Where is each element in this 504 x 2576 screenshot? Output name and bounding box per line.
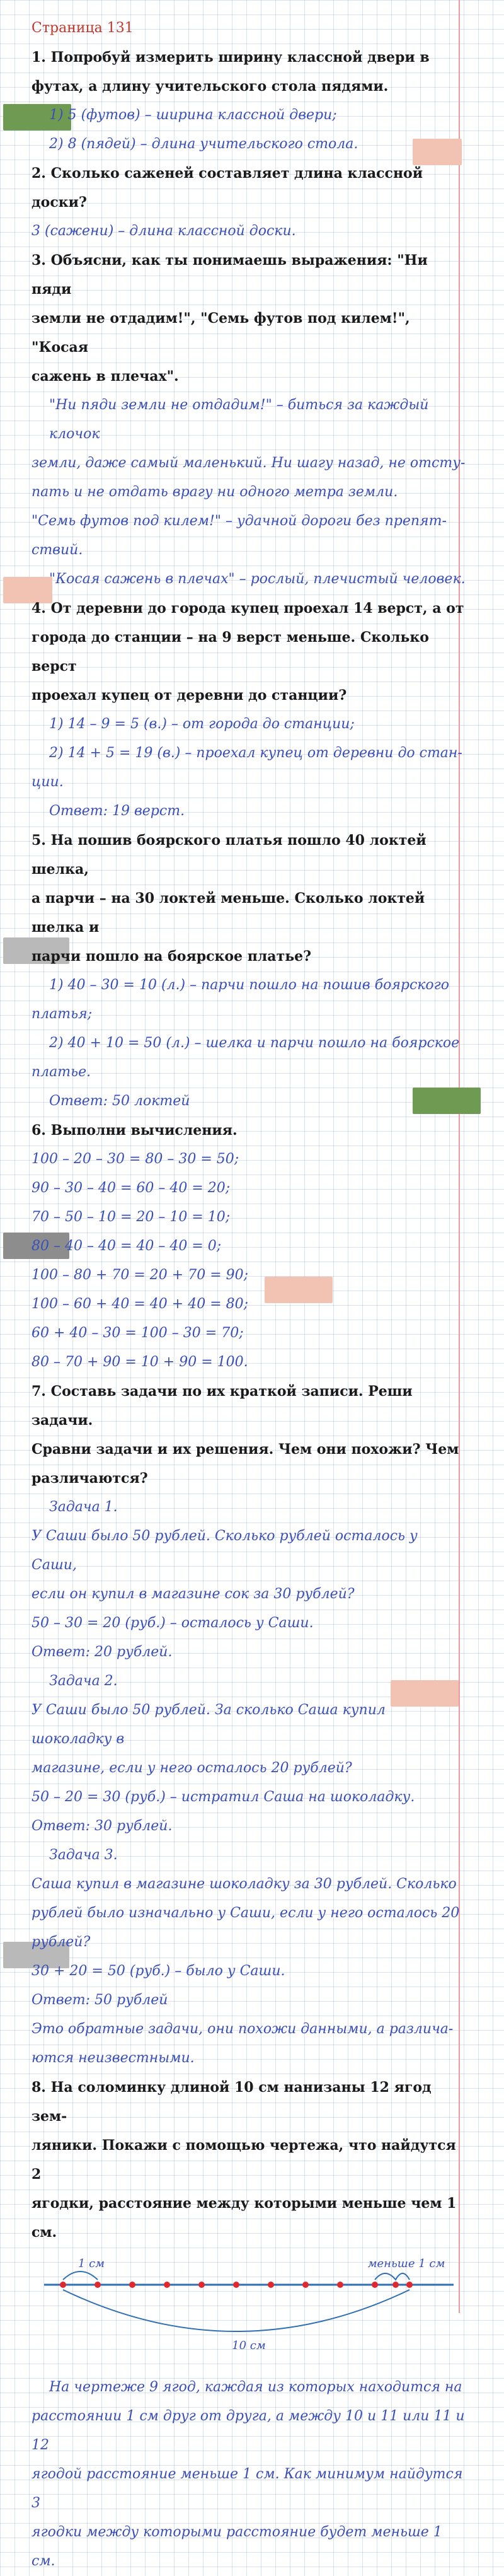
task-8-question-line: ляники. Покажи с помощью чертежа, что найдутся 2 (32, 2137, 456, 2183)
task-2-answer: 3 (сажени) – длина классной доски. (32, 223, 296, 239)
task-4 (32, 594, 466, 826)
task-4-question-line: проехал купец от деревни до станции? (32, 687, 347, 704)
task-7-problem-1-line: У Саши было 50 рублей. Сколько рублей осталось у Саши, (32, 1528, 418, 1573)
task-5-answer-line: 1) 40 – 30 = 10 (л.) – парчи пошло на пошив боярского (49, 977, 450, 993)
task-4-question-line: города до станции – на 9 верст меньше. Сколько верст (32, 629, 429, 675)
berry-dot (302, 2282, 309, 2288)
straw-diagram (32, 2247, 466, 2373)
task-8-answer-line: ягодой расстояние меньше 1 см. Как минимум найдутся 3 (32, 2466, 463, 2511)
left-distance-label: 1 см (77, 2257, 105, 2270)
page-title: Страница 131 (32, 20, 134, 36)
task-8-answer-line: расстоянии 1 см друг от друга, а между 10 и 11 или 11 и 12 (32, 2408, 465, 2453)
task-7-problem-3-line: рублей было изначально у Саши, если у него осталось 20 рублей? (32, 1905, 460, 1950)
berry-dot (337, 2282, 343, 2288)
berry-dot (198, 2282, 205, 2288)
task-5-question-line: 5. На пошив боярского платья пошло 40 локтей шелка, (32, 832, 427, 878)
task-8-question-line: 8. На соломинку длиной 10 см нанизаны 12 ягод зем- (32, 2079, 432, 2125)
task-7-problem-2-line: У Саши было 50 рублей. За сколько Саша купил шоколадку в (32, 1702, 386, 1747)
task-7-problem-3-line: 30 + 20 = 50 (руб.) – было у Саши. (32, 1963, 285, 1979)
task-3-question-line: сажень в плечах". (32, 368, 179, 385)
straw-diagram-svg (32, 2247, 466, 2373)
task-6 (32, 1116, 466, 1377)
task-7-problem-2-line: магазине, если у него осталось 20 рублей? (32, 1760, 352, 1776)
task-4-answer-line: 2) 14 + 5 = 19 (в.) – проехал купец от деревни до стан- (49, 745, 462, 761)
task-4-answer-line: ции. (32, 774, 64, 790)
task-3-question-line: земли не отдадим!", "Семь футов под килем!", "Косая (32, 310, 410, 356)
berry-dot (268, 2282, 274, 2288)
task-7-conclusion-line: ются неизвестными. (32, 2050, 195, 2066)
task-7-question-line: Сравни задачи и их решения. Чем они похожи? Чем (32, 1441, 459, 1458)
task-6-calc-line: 90 – 30 – 40 = 60 – 40 = 20; (32, 1180, 231, 1196)
task-4-question-line: 4. От деревни до города купец проехал 14 верст, а от (32, 600, 464, 617)
task-7-problem-3-line: Саша купил в магазине шоколадку за 30 рублей. Сколько (32, 1876, 457, 1892)
task-7-problem-2-line: Ответ: 30 рублей. (32, 1818, 173, 1834)
task-8-answer-line: На чертеже 9 ягод, каждая из которых находится на (49, 2379, 462, 2395)
task-5-answer-line: Ответ: 50 локтей (49, 1093, 190, 1109)
task-7-problem-1-title: Задача 1. (49, 1499, 118, 1515)
task-8-answer-line: ягодки между которыми расстояние будет меньше 1 см. (32, 2524, 442, 2569)
task-7-problem-1-line: Ответ: 20 рублей. (32, 1644, 173, 1660)
task-2-question: 2. Сколько саженей составляет длина классной доски? (32, 165, 423, 211)
task-5-question-line: парчи пошло на боярское платье? (32, 948, 312, 965)
task-3 (32, 246, 466, 594)
task-5-answer-line: платья; (32, 1006, 93, 1022)
berry-dot (233, 2282, 239, 2288)
berry-dot (164, 2282, 170, 2288)
total-length-label: 10 см (232, 2339, 266, 2352)
task-3-answer-line: ствий. (32, 542, 83, 558)
task-6-calc-line: 60 + 40 – 30 = 100 – 30 = 70; (32, 1325, 244, 1341)
task-7-problem-1-line: 50 – 30 = 20 (руб.) – осталось у Саши. (32, 1615, 314, 1631)
total-length-arc (63, 2290, 410, 2331)
task-4-answer-line: Ответ: 19 верст. (49, 803, 185, 819)
berry-dot (372, 2282, 378, 2288)
task-5-question-line: а парчи – на 30 локтей меньше. Сколько локтей шелка и (32, 890, 425, 936)
task-3-answer-line: "Косая сажень в плечах" – рослый, плечистый человек. (49, 571, 466, 587)
task-5 (32, 826, 466, 1116)
task-6-calc-line: 100 – 80 + 70 = 20 + 70 = 90; (32, 1267, 249, 1283)
task-6-question: 6. Выполни вычисления. (32, 1122, 238, 1139)
task-7-problem-2-line: 50 – 20 = 30 (руб.) – истратил Саша на шоколадку. (32, 1789, 415, 1805)
berry-dot (94, 2282, 101, 2288)
task-5-answer-line: 2) 40 + 10 = 50 (л.) – шелка и парчи пошло на боярское (49, 1035, 460, 1051)
task-1-answer-line: 1) 5 (футов) – ширина классной двери; (49, 107, 337, 123)
berry-dot (406, 2282, 413, 2288)
task-7-question-line: 7. Составь задачи по их краткой записи. Реши (32, 1383, 413, 1400)
task-1-answer-line: 2) 8 (пядей) – длина учительского стола. (49, 136, 358, 152)
task-3-answer-line: земли, даже самый маленький. Ни шагу назад, не отсту- (32, 455, 466, 471)
task-2 (32, 159, 466, 246)
task-7-conclusion-line: Это обратные задачи, они похожи данными, а различа- (32, 2021, 454, 2037)
berry-dot (129, 2282, 135, 2288)
task-6-calc-line: 70 – 50 – 10 = 20 – 10 = 10; (32, 1209, 231, 1225)
left-distance-arc (63, 2271, 98, 2280)
task-3-answer-line: "Ни пяди земли не отдадим!" – биться за каждый клочок (49, 397, 429, 442)
task-7-problem-1-line: если он купил в магазине сок за 30 рублей? (32, 1586, 355, 1602)
task-7-problem-2-title: Задача 2. (49, 1673, 118, 1689)
task-1-question-line: футах, а длину учительского стола пядями. (32, 78, 389, 95)
task-5-answer-line: платье. (32, 1064, 91, 1080)
task-7-problem-3-line: Ответ: 50 рублей (32, 1992, 168, 2008)
task-1 (32, 43, 466, 159)
worksheet (32, 14, 466, 2576)
task-7 (32, 1377, 466, 2073)
task-6-calc-line: 80 – 40 – 40 = 40 – 40 = 0; (32, 1238, 222, 1254)
task-3-answer-line: пать и не отдать врагу ни одного метра земли. (32, 484, 398, 500)
task-1-question-line: 1. Попробуй измерить ширину классной двери в (32, 49, 430, 66)
task-8 (32, 2073, 466, 2576)
task-6-calc-line: 100 – 20 – 30 = 80 – 30 = 50; (32, 1151, 239, 1167)
berry-dot (392, 2282, 399, 2288)
task-7-problem-3-title: Задача 3. (49, 1847, 118, 1863)
task-6-calc-line: 80 – 70 + 90 = 10 + 90 = 100. (32, 1354, 248, 1370)
task-7-question-line: задачи. (32, 1412, 93, 1429)
right-distance-arc (375, 2273, 410, 2280)
right-distance-label: меньше 1 см (367, 2257, 445, 2270)
task-6-calc-line: 100 – 60 + 40 = 40 + 40 = 80; (32, 1296, 249, 1312)
task-3-question-line: 3. Объясни, как ты понимаешь выражения: "Ни пяди (32, 252, 428, 298)
task-8-question-line: ягодки, расстояние между которыми меньше чем 1 см. (32, 2195, 457, 2241)
berry-dot (60, 2282, 66, 2288)
task-3-answer-line: "Семь футов под килем!" – удачной дороги без препят- (32, 513, 447, 529)
task-7-question-line: различаются? (32, 1470, 148, 1487)
task-4-answer-line: 1) 14 – 9 = 5 (в.) – от города до станции; (49, 716, 355, 732)
